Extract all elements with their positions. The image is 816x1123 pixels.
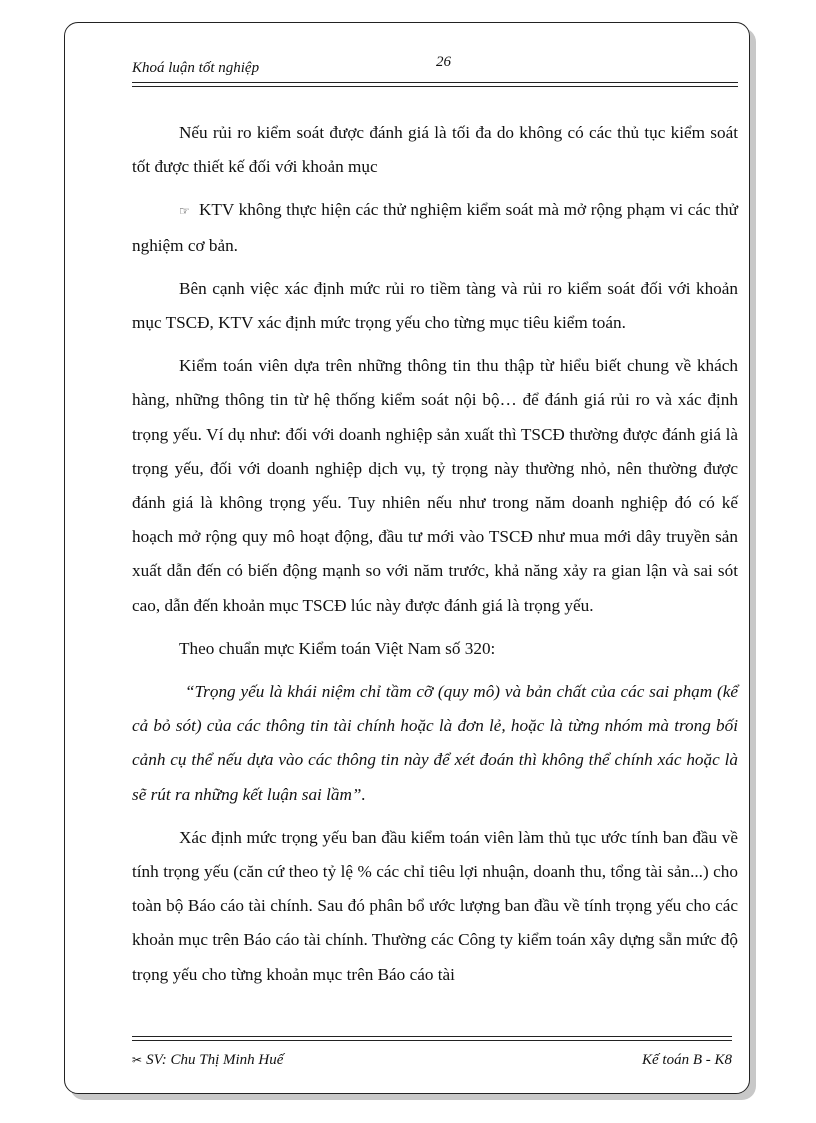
page-footer (132, 1052, 738, 1076)
paragraph-5: Theo chuẩn mực Kiểm toán Việt Nam số 320: (179, 638, 496, 658)
paragraph-4: Kiểm toán viên dựa trên những thông tin thu thập từ hiểu biết chung về khách hàng, những thông tin từ hệ thống kiểm soát nội bộ… để đánh giá rủi ro và xác định trọng yếu. Ví dụ như: đối với doanh nghiệp sản xuất thì TSCĐ thường được đánh giá là trọng yếu, đối với doanh nghiệp dịch vụ, tỷ trọng này thường nhỏ, nên thường được đánh giá là không trọng yếu. Tuy nhiên nếu như trong năm doanh nghiệp đó có kế hoạch mở rộng quy mô hoạt động, đầu tư mới vào TSCĐ như mua mới dây truyền sản xuất dẫn đến có biến động mạnh so với năm trước, khả năng xảy ra gian lận và sai sót cao, dẫn đến khoản mục TSCĐ lúc này được đánh giá là trọng yếu. (132, 356, 738, 615)
footer-author (132, 1052, 283, 1069)
page-number: 26 (436, 54, 451, 70)
paragraph-1: Nếu rủi ro kiểm soát được đánh giá là tối đa do không có các thủ tục kiểm soát tốt được thiết kế đối với khoản mục (132, 123, 738, 177)
pointing-hand-icon: ☞ (179, 204, 190, 219)
footer-class: Kế toán B - K8 (642, 1052, 732, 1068)
header-rule-bottom (132, 86, 738, 87)
paragraph-2-text: KTV không thực hiện các thử nghiệm kiểm soát mà mở rộng phạm vi các thử nghiệm cơ bản. (132, 200, 738, 255)
quote-paragraph: “Trọng yếu là khái niệm chỉ tầm cỡ (quy mô) và bản chất của các sai phạm (kể cả bỏ sót) của các thông tin tài chính hoặc là đơn lẻ, hoặc là từng nhóm mà trong bối cảnh cụ thể nếu dựa vào các thông tin này để xét đoán thì không thể chính xác hoặc là sẽ rút ra những kết luận sai lầm”. (132, 682, 738, 804)
paragraph-2 (132, 193, 738, 262)
paragraph-3: Bên cạnh việc xác định mức rủi ro tiềm tàng và rủi ro kiểm soát đối với khoản mục TSCĐ, KTV xác định mức trọng yếu cho từng mục tiêu kiểm toán. (132, 278, 738, 333)
paragraph-7: Xác định mức trọng yếu ban đầu kiểm toán viên làm thủ tục ước tính ban đầu về tính trọng yếu (căn cứ theo tỷ lệ % các chỉ tiêu lợi nhuận, doanh thu, tổng tài sản...) cho toàn bộ Báo cáo tài chính. Sau đó phân bổ ước lượng ban đầu về tính trọng yếu cho các khoản mục trên Báo cáo tài chính. Thường các Công ty kiểm toán xây dựng sẵn mức độ trọng yếu cho từng khoản mục trên Báo cáo tài (132, 827, 738, 984)
document-body (132, 116, 738, 1001)
footer-rule-bottom (132, 1040, 732, 1041)
scissors-icon: ✂ (132, 1053, 143, 1067)
footer-rule-top (132, 1036, 732, 1037)
author-name: SV: Chu Thị Minh Huế (146, 1052, 284, 1068)
page-header (132, 50, 734, 84)
header-title: Khoá luận tốt nghiệp (132, 60, 260, 76)
header-rule-top (132, 82, 738, 83)
